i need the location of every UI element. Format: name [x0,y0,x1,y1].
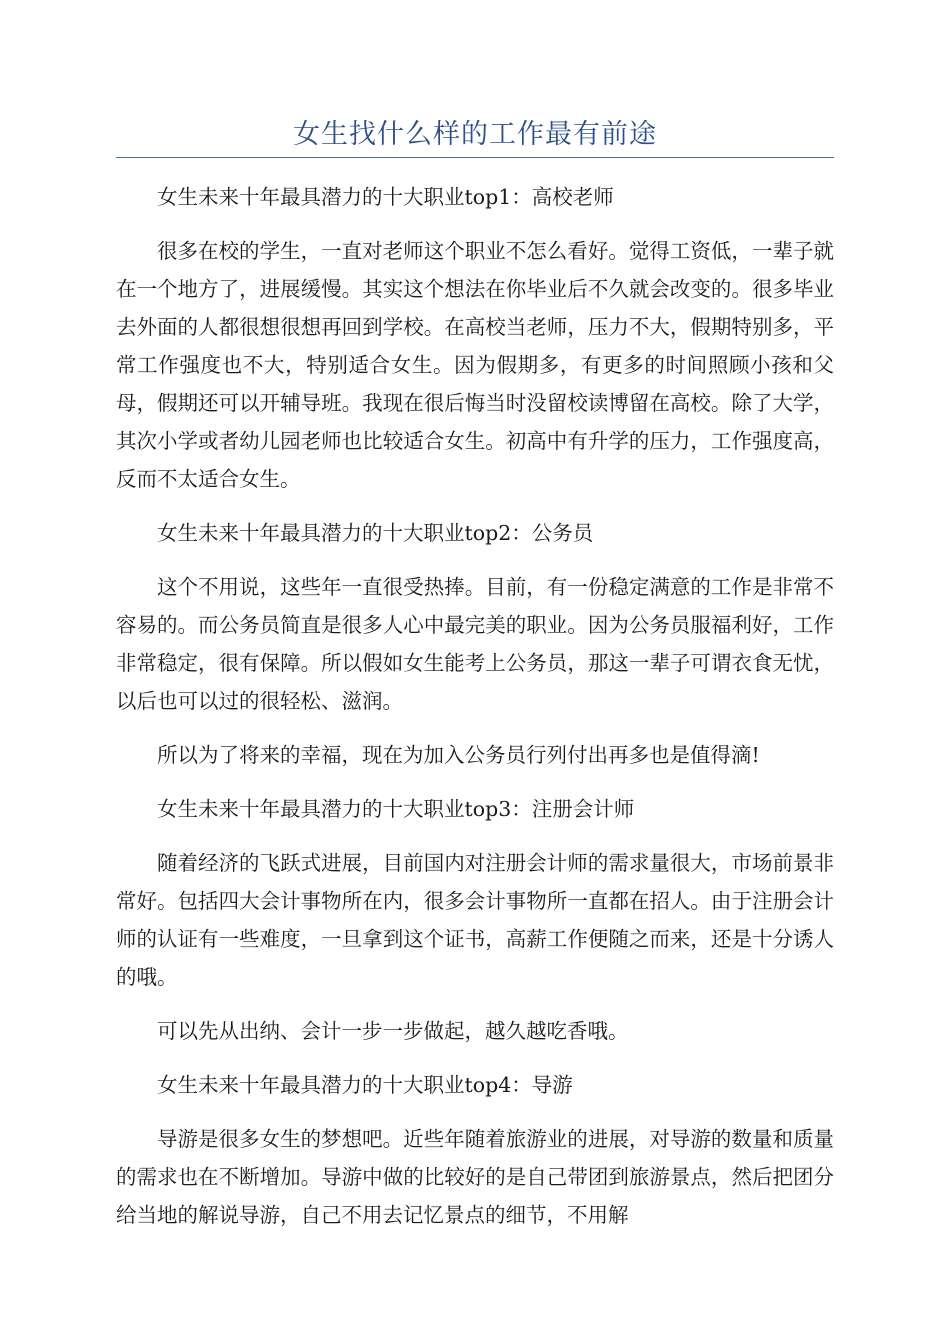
paragraph-top3-body: 随着经济的飞跃式进展，目前国内对注册会计师的需求量很大，市场前景非常好。包括四大会计事物所在内，很多会计事物所一直都在招人。由于注册会计师的认证有一些难度，一旦拿到这个证书，高薪工作便随之而来，还是十分诱人的哦。 [116,851,834,989]
paragraph-top4-body: 导游是很多女生的梦想吧。近些年随着旅游业的进展，对导游的数量和质量的需求也在不断增加。导游中做的比较好的是自己带团到旅游景点，然后把团分给当地的解说导游，自己不用去记忆景点的细节，不用解 [116,1127,834,1227]
paragraph-top2-note: 所以为了将来的幸福，现在为加入公务员行列付出再多也是值得滴! [157,743,760,767]
section-heading-top4: 女生未来十年最具潜力的十大职业top4：导游 [157,1073,573,1097]
paragraph-top3-note: 可以先从出纳、会计一步一步做起，越久越吃香哦。 [157,1019,629,1043]
section-heading-top1: 女生未来十年最具潜力的十大职业top1：高校老师 [157,185,614,209]
section-heading-top2: 女生未来十年最具潜力的十大职业top2：公务员 [157,521,594,545]
section-heading-top3: 女生未来十年最具潜力的十大职业top3：注册会计师 [157,797,635,821]
title-underline [116,157,834,158]
paragraph-top2-body: 这个不用说，这些年一直很受热捧。目前，有一份稳定满意的工作是非常不容易的。而公务员简直是很多人心中最完美的职业。因为公务员服福利好，工作非常稳定，很有保障。所以假如女生能考上公务员，那这一辈子可谓衣食无忧，以后也可以过的很轻松、滋润。 [116,575,834,713]
document-title: 女生找什么样的工作最有前途 [293,119,657,150]
paragraph-top1-body: 很多在校的学生，一直对老师这个职业不怎么看好。觉得工资低，一辈子就在一个地方了，进展缓慢。其实这个想法在你毕业后不久就会改变的。很多毕业去外面的人都很想很想再回到学校。在高校当老师，压力不大，假期特别多，平常工作强度也不大，特别适合女生。因为假期多，有更多的时间照顾小孩和父母，假期还可以开辅导班。我现在很后悔当时没留校读博留在高校。除了大学，其次小学或者幼儿园老师也比较适合女生。初高中有升学的压力，工作强度高，反而不太适合女生。 [116,239,834,491]
document-body [116,178,834,1234]
